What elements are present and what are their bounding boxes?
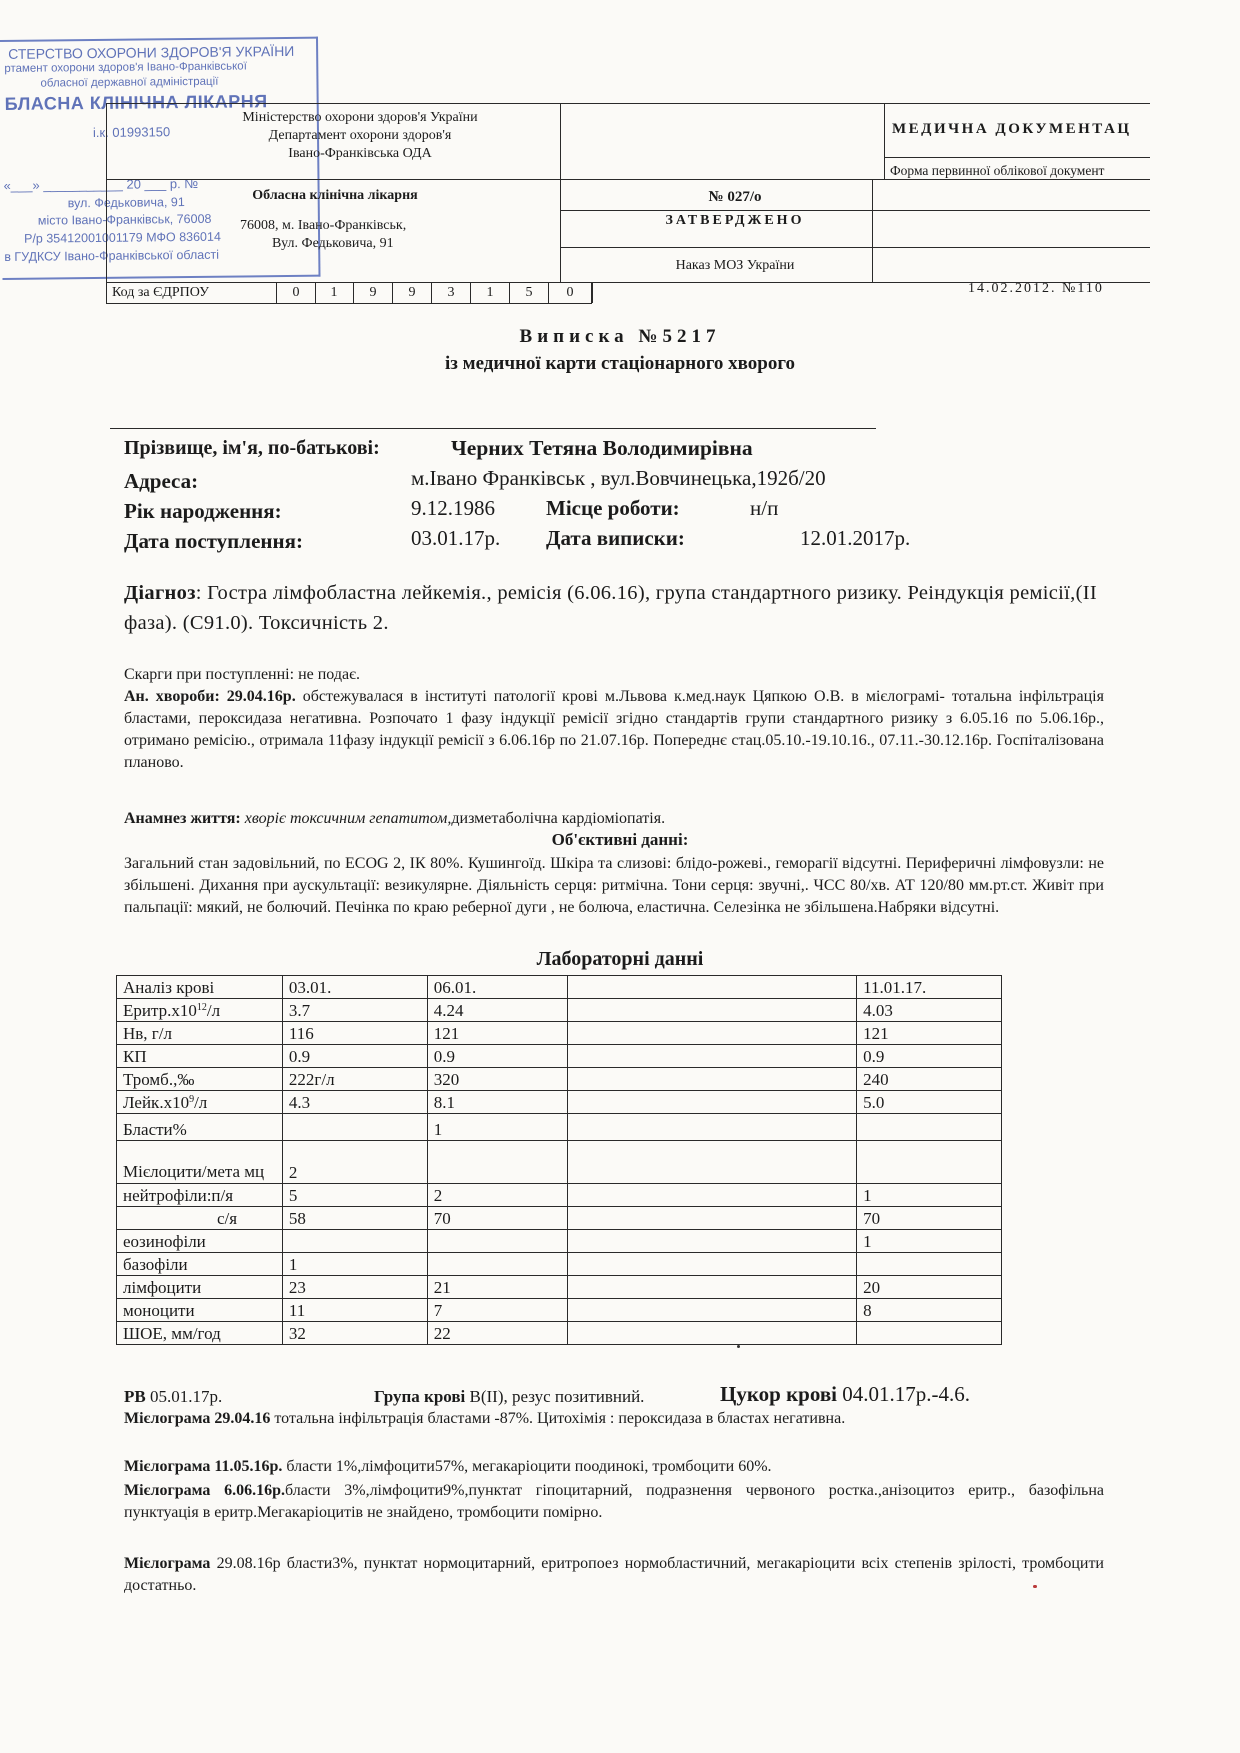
stamp-line: обласної державної адміністрації [40, 75, 219, 90]
hospital-address-line1: 76008, м. Івано-Франківськ, [240, 218, 407, 233]
lab-cell [567, 1114, 857, 1141]
order-date: 14.02.2012. №110 [968, 281, 1104, 296]
grid-line [106, 103, 107, 303]
myelogram-text: бласти 3%,лімфоцити9%,пунктат гіпоцитарний, подразнення червоного ростка.,анізоцитоз еритр., базофільна пунктуація в еритр.Мегакаріоцитів не знайдено, тромбоцити помірно. [124, 1482, 1104, 1521]
approved-label: ЗАТВЕРДЖЕНО [665, 213, 805, 228]
ministry-name: Міністерство охорони здоров'я України [242, 110, 478, 125]
lab-row-label: Тромб.,‰ [117, 1068, 283, 1091]
patient-name-label: Прізвище, ім'я, по-батькові: [124, 437, 380, 459]
lab-cell [567, 1141, 857, 1184]
edrpou-digit: 9 [354, 283, 393, 303]
life-history-italic: хворіє токсичним гепатитом, [240, 810, 452, 827]
lab-header-cell: 03.01. [282, 976, 427, 999]
grid-line [884, 157, 1150, 158]
hospital-address-line2: Вул. Федьковича, 91 [272, 236, 394, 251]
lab-cell: 70 [857, 1207, 1002, 1230]
address-label: Адреса: [124, 469, 199, 493]
lab-row [117, 1276, 1002, 1299]
lab-cell: 21 [427, 1276, 567, 1299]
blood-sugar-label: Цукор крові [720, 1382, 838, 1406]
birth-year-label: Рік народження: [124, 499, 282, 523]
edrpou-digit: 3 [432, 283, 471, 303]
work-place-value: н/п [750, 496, 779, 520]
myelogram-label: Мієлограма 6.06.16р. [124, 1482, 286, 1499]
lab-cell: 23 [282, 1276, 427, 1299]
rv-label: РВ [124, 1387, 146, 1406]
lab-cell: 121 [427, 1022, 567, 1045]
blood-sugar-value: 04.01.17р.-4.6. [837, 1382, 971, 1406]
disease-history [124, 686, 1104, 774]
lab-row-label: базофіли [117, 1253, 283, 1276]
diagnosis-text: : Гостра лімфобластна лейкемія., ремісія (6.06.16), група стандартного ризику. Реіндукція ремісії,(ІІ фаза). (С91.0). Токсичність 2. [124, 582, 1097, 634]
edrpou-label: Код за ЄДРПОУ [112, 285, 210, 300]
myelogram [124, 1553, 1104, 1597]
diagnosis-label: Діагноз [124, 582, 196, 604]
form-number: № 027/о [708, 189, 762, 205]
blood-group-line [374, 1387, 644, 1407]
lab-cell: 5.0 [857, 1091, 1002, 1114]
ink-mark [737, 1345, 740, 1348]
lab-cell [857, 1114, 1002, 1141]
lab-row [117, 1045, 1002, 1068]
myelogram [124, 1480, 1104, 1524]
lab-cell [567, 999, 857, 1022]
blood-sugar-line [720, 1382, 970, 1407]
lab-row-label: Бласти% [117, 1114, 283, 1141]
lab-cell: 116 [282, 1022, 427, 1045]
lab-cell [567, 1322, 857, 1345]
medical-documentation-label: МЕДИЧНА ДОКУМЕНТАЦ [892, 121, 1132, 137]
lab-cell [567, 1230, 857, 1253]
admission-date-value: 03.01.17р. [411, 526, 501, 550]
stamp-line: місто Івано-Франківськ, 76008 [37, 211, 212, 228]
grid-line [560, 247, 1150, 248]
ink-mark [1033, 1585, 1037, 1588]
life-history [124, 808, 1104, 830]
oda-name: Івано-Франківська ОДА [288, 146, 432, 161]
birth-year-value: 9.12.1986 [411, 496, 495, 520]
lab-cell: 0.9 [427, 1045, 567, 1068]
grid-line [560, 103, 561, 283]
lab-cell: 3.7 [282, 999, 427, 1022]
lab-cell [567, 1068, 857, 1091]
lab-cell [567, 1022, 857, 1045]
discharge-date-value: 12.01.2017р. [800, 526, 911, 550]
edrpou-digit: 0 [549, 283, 592, 303]
lab-header-cell: 06.01. [427, 976, 567, 999]
lab-cell [857, 1322, 1002, 1345]
patient-name-value: Черних Тетяна Володимирівна [451, 436, 753, 460]
grid-line [106, 303, 592, 304]
grid-line [592, 282, 593, 303]
edrpou-digit: 9 [393, 283, 432, 303]
lab-cell [567, 1253, 857, 1276]
disease-history-label: Ан. хвороби: 29.04.16р. [124, 688, 296, 705]
lab-cell [282, 1114, 427, 1141]
lab-cell [427, 1253, 567, 1276]
lab-cell: 4.03 [857, 999, 1002, 1022]
lab-row [117, 1207, 1002, 1230]
lab-cell: 4.3 [282, 1091, 427, 1114]
lab-cell: 1 [857, 1230, 1002, 1253]
admission-date-label: Дата поступлення: [124, 529, 303, 553]
lab-header-cell [567, 976, 857, 999]
grid-line [872, 179, 873, 283]
lab-label-unit: /л [206, 1001, 221, 1020]
lab-cell: 1 [282, 1253, 427, 1276]
document-subtitle: із медичної карти стаціонарного хворого [445, 353, 795, 374]
stamp-line: Р/р 35412001001179 МФО 836014 [24, 229, 221, 246]
lab-cell: 8.1 [427, 1091, 567, 1114]
lab-cell: 20 [857, 1276, 1002, 1299]
grid-line [884, 103, 885, 179]
lab-cell [567, 1091, 857, 1114]
lab-cell: 121 [857, 1022, 1002, 1045]
hospital-name: Обласна клінічна лікарня [252, 188, 418, 203]
lab-cell: 320 [427, 1068, 567, 1091]
lab-cell: 240 [857, 1068, 1002, 1091]
objective-heading: Об'єктивні данні: [551, 830, 689, 849]
lab-row-label: с/я [117, 1207, 283, 1230]
stamp-line: вул. Федьковича, 91 [67, 195, 185, 211]
lab-cell [567, 1299, 857, 1322]
myelogram [124, 1408, 1104, 1430]
lab-row [117, 1253, 1002, 1276]
order-label: Наказ МОЗ України [675, 258, 795, 273]
lab-cell: 70 [427, 1207, 567, 1230]
lab-cell: 7 [427, 1299, 567, 1322]
lab-cell [427, 1141, 567, 1184]
lab-row-label: КП [117, 1045, 283, 1068]
discharge-date-label: Дата виписки: [546, 526, 685, 550]
lab-row [117, 1022, 1002, 1045]
stamp-line: і.к. 01993150 [92, 124, 171, 141]
lab-cell [567, 1207, 857, 1230]
address-value: м.Івано Франківськ , вул.Вовчинецька,192б/20 [411, 466, 826, 490]
lab-cell: 58 [282, 1207, 427, 1230]
grid-line [106, 103, 1150, 104]
lab-cell [567, 1045, 857, 1068]
lab-label-text: Лейк.х10 [123, 1093, 190, 1112]
lab-cell [567, 1276, 857, 1299]
lab-cell: 2 [427, 1184, 567, 1207]
lab-row-label: моноцити [117, 1299, 283, 1322]
lab-row-label: ШОЕ, мм/год [117, 1322, 283, 1345]
myelogram-text: 29.08.16р бласти3%, пунктат нормоцитарний, еритропоез нормобластичний, мегакаріоцити всіх степенів зрілості, тромбоцити достатньо. [124, 1555, 1104, 1594]
lab-cell: 32 [282, 1322, 427, 1345]
lab-label-sup: 12 [196, 1002, 207, 1013]
disease-history-text: обстежувалася в інституті патології крові м.Львова к.мед.наук Цяпкою О.В. в мієлограмі- тотальна інфільтрація бластами, пероксидаза негативна. Розпочато 1 фазу індукції ремісії згідно стандартів групи стандартного ризику з 6.05.16 по 5.06.16р., отримано ремісію., отримала 11фазу індукції ремісії з 6.06.16р по 21.07.16р. Попереднє стац.05.10.-19.10.16., 07.11.-30.12.16р. Госпіталізована планово. [124, 688, 1104, 771]
lab-cell [857, 1141, 1002, 1184]
lab-cell [567, 1184, 857, 1207]
lab-row-label [117, 999, 283, 1022]
stamp-line: в ГУДКСУ Івано-Франківської області [4, 247, 220, 264]
lab-table [116, 975, 1002, 1345]
work-place-label: Місце роботи: [546, 496, 680, 520]
lab-header-cell: Аналіз крові [117, 976, 283, 999]
lab-row-label: Нв, г/л [117, 1022, 283, 1045]
lab-cell: 11 [282, 1299, 427, 1322]
lab-cell [427, 1230, 567, 1253]
myelogram-label: Мієлограма 29.04.16 [124, 1410, 271, 1427]
myelogram [124, 1456, 1104, 1478]
lab-row-label: Мієлоцити/мета мц [117, 1141, 283, 1184]
lab-row [117, 1184, 1002, 1207]
lab-row [117, 1299, 1002, 1322]
life-history-rest: дизметаболічна кардіоміопатія. [451, 810, 666, 827]
lab-cell: 0.9 [857, 1045, 1002, 1068]
myelogram-text: тотальна інфільтрація бластами -87%. Цитохімія : пероксидаза в бластах негативна. [270, 1410, 846, 1427]
complaints: Скарги при поступленні: не подає. [124, 666, 360, 683]
lab-row [117, 1322, 1002, 1345]
lab-row [117, 1068, 1002, 1091]
edrpou-digit: 5 [510, 283, 549, 303]
lab-header-row [117, 976, 1002, 999]
edrpou-digit: 1 [471, 283, 510, 303]
lab-row-label: нейтрофіли:п/я [117, 1184, 283, 1207]
lab-cell: 1 [427, 1114, 567, 1141]
lab-cell: 4.24 [427, 999, 567, 1022]
rv-value: 05.01.17р. [145, 1387, 223, 1406]
lab-row-label: еозинофіли [117, 1230, 283, 1253]
stamp-line: «___» ___________ 20 ___ р. № [3, 175, 199, 193]
lab-row [117, 1114, 1002, 1141]
lab-row [117, 1141, 1002, 1184]
lab-cell: 0.9 [282, 1045, 427, 1068]
edrpou-digit: 1 [315, 283, 354, 303]
lab-cell: 222г/л [282, 1068, 427, 1091]
edrpou-digit: 0 [276, 283, 316, 303]
objective-text: Загальний стан задовільний, по ЕСОG 2, ІК 80%. Кушингоїд. Шкіра та слизові: блідо-рожеві., геморагії відсутні. Периферичні лімфовузли: не збільшені. Дихання при аускультації: везикулярне. Діяльність серця: ритмічна. Тони серця: звучні,. ЧСС 80/хв. АТ 120/80 мм.рт.ст. Живіт при пальпації: мякий, не болючий. Печінка по краю реберної дуги , не болюча, еластична. Селезінка не збільшена.Набряки відсутні. [124, 855, 1104, 916]
blood-group-label: Група крові [374, 1387, 466, 1406]
grid-line [560, 210, 1150, 211]
lab-label-unit: /л [194, 1093, 208, 1112]
lab-label-text: Еритр.х10 [123, 1001, 197, 1020]
diagnosis [124, 578, 1124, 638]
lab-row-label: лімфоцити [117, 1276, 283, 1299]
lab-cell: 8 [857, 1299, 1002, 1322]
document-title: Виписка №5217 [519, 326, 721, 347]
lab-row [117, 999, 1002, 1022]
life-history-label: Анамнез життя: [124, 810, 241, 827]
myelogram-label: Мієлограма 11.05.16р. [124, 1458, 283, 1475]
stamp-line: СТЕРСТВО ОХОРОНИ ЗДОРОВ'Я УКРАЇНИ [8, 42, 295, 62]
lab-cell: 1 [857, 1184, 1002, 1207]
lab-cell [282, 1230, 427, 1253]
lab-header-cell: 11.01.17. [857, 976, 1002, 999]
rv-line [124, 1387, 222, 1407]
myelogram-text: бласти 1%,лімфоцити57%, мегакаріоцити поодинокі, тромбоцити 60%. [282, 1458, 772, 1475]
stamp-line: БЛАСНА КЛІНІЧНА ЛІКАРНЯ [4, 91, 268, 114]
form-primary-label: Форма первинної облікової документ [890, 163, 1105, 178]
stamp-line: ртамент охорони здоров'я Івано-Франківської [4, 60, 247, 75]
lab-cell [857, 1253, 1002, 1276]
lab-cell: 2 [282, 1141, 427, 1184]
lab-heading: Лабораторні данні [536, 948, 704, 970]
department-name: Департамент охорони здоров'я [268, 128, 452, 143]
lab-row-label [117, 1091, 283, 1114]
divider [110, 428, 876, 429]
lab-cell: 5 [282, 1184, 427, 1207]
lab-label-sup: 9 [189, 1094, 195, 1105]
blood-group-value: В(ІІ), резус позитивний. [465, 1387, 645, 1406]
myelogram-label: Мієлограма [124, 1555, 211, 1572]
lab-row [117, 1091, 1002, 1114]
lab-cell: 22 [427, 1322, 567, 1345]
lab-row [117, 1230, 1002, 1253]
